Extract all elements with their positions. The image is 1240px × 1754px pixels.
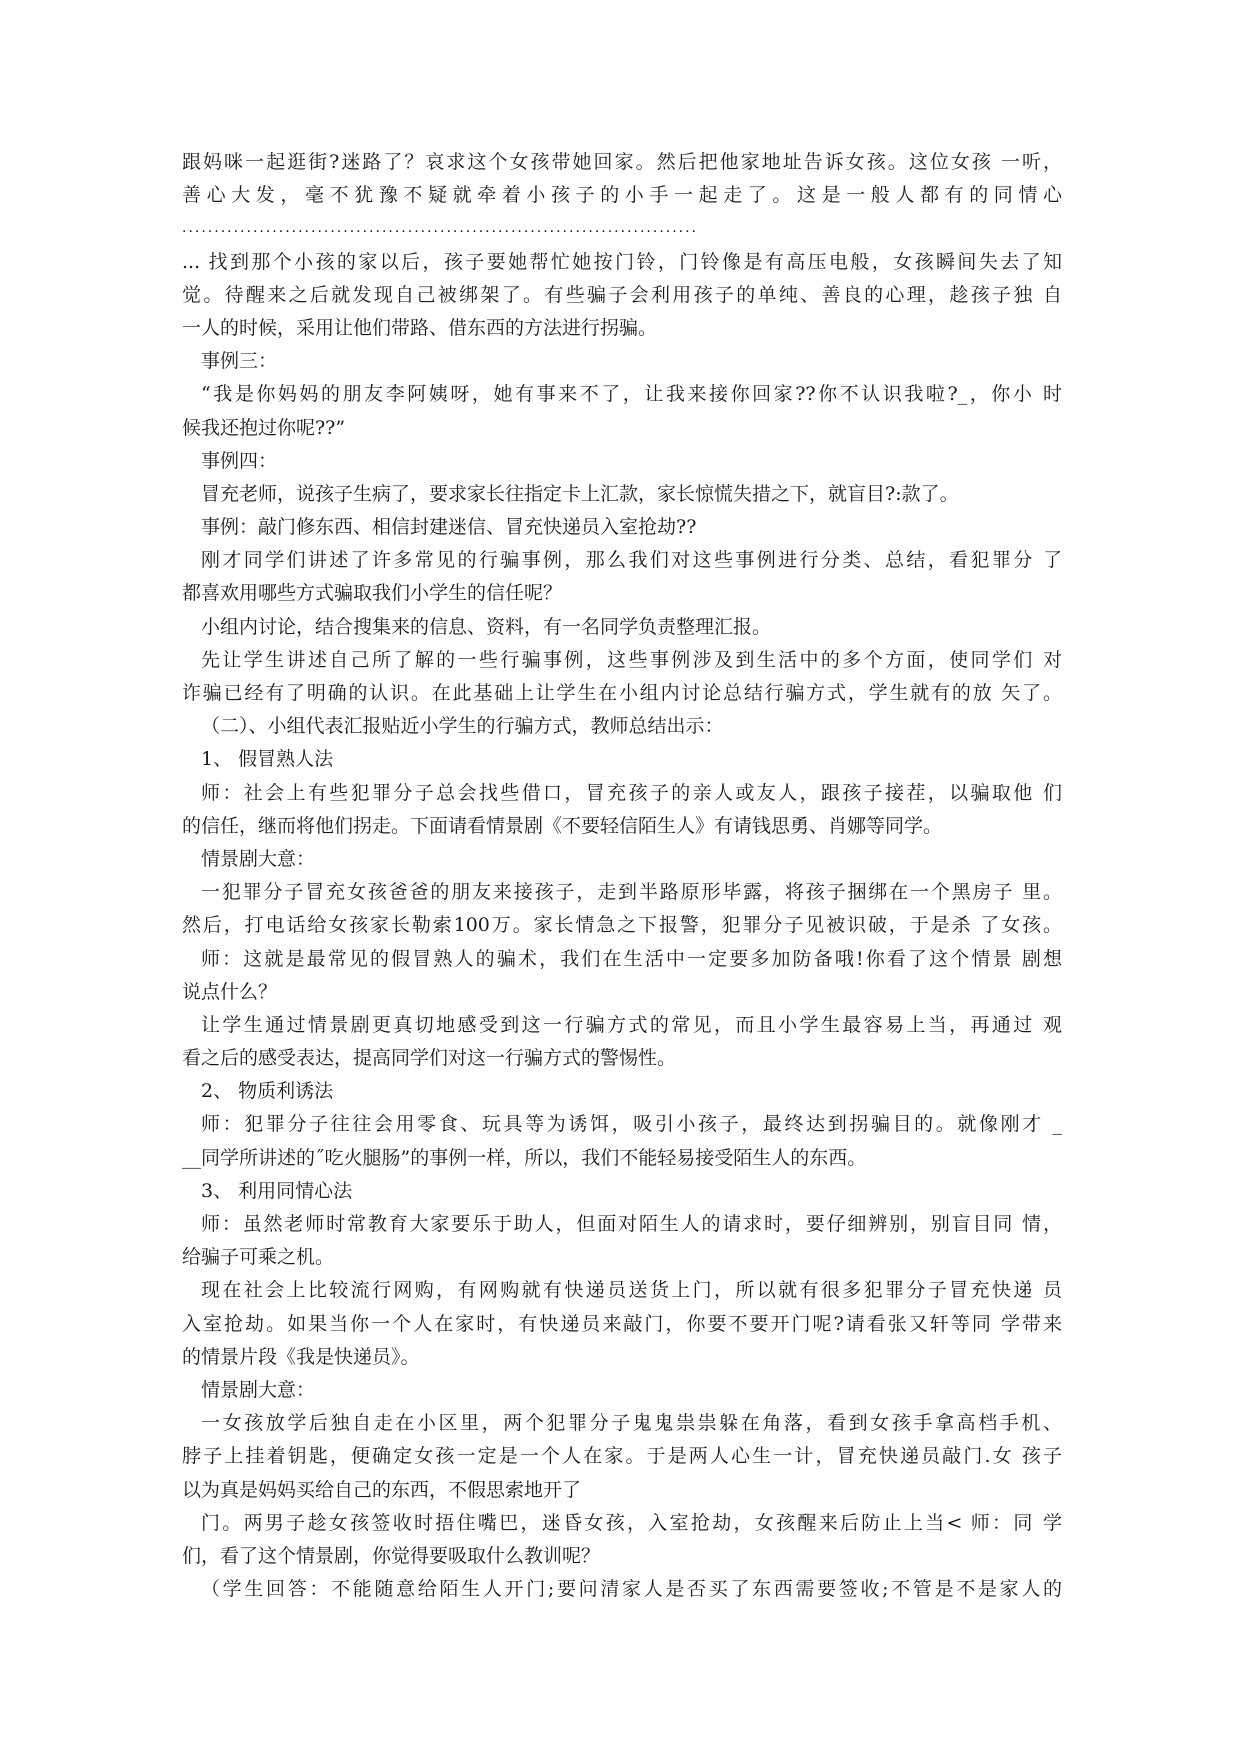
text-line: 事例：敲门修东西、相信封建迷信、冒充快递员入室抢劫??: [201, 516, 697, 539]
text-line: 然后，打电话给女孩家长勒索100万。家长情急之下报警，犯罪分子见被识破，于是杀 了女孩。: [182, 914, 1062, 937]
section-heading: 事例三：: [201, 350, 278, 373]
section-heading: 事例四：: [201, 449, 278, 472]
text-line: 师：虽然老师时常教育大家要乐于助人，但面对陌生人的请求时，要仔细辨别，别盲目同 情，: [201, 1213, 1062, 1235]
text-line: 候我还抱过你呢??”: [182, 416, 346, 439]
text-line: 入室抢劫。如果当你一个人在家时，有快递员来敲门，你要不要开门呢?请看张又轩等同 学带来: [182, 1312, 1062, 1335]
text-line: 师：犯罪分子往往会用零食、玩具等为诱饵，吸引小孩子，最终达到拐骗目的。就像刚才 _: [201, 1113, 1062, 1136]
text-line: 都喜欢用哪些方式骗取我们小学生的信任呢？: [182, 582, 563, 605]
text-line: 一犯罪分子冒充女孩爸爸的朋友来接孩子，走到半路原形毕露，将孩子捆绑在一个黑房子 里。: [201, 881, 1062, 904]
text-line: 脖子上挂着钥匙，便确定女孩一定是一个人在家。于是两人心生一计，冒充快递员敲门.女 孩子: [182, 1445, 1062, 1468]
text-line: 小组内讨论，结合搜集来的信息、资料，有一名同学负责整理汇报。: [201, 615, 772, 638]
list-item-heading: 1、 假冒熟人法: [201, 748, 334, 771]
text-line: ... 找到那个小孩的家以后，孩子要她帮忙她按门铃，门铃像是有高压电般，女孩瞬间失去了知: [182, 250, 1062, 273]
text-line: 让学生通过情景剧更真切地感受到这一行骗方式的常见，而且小学生最容易上当，再通过 观: [201, 1013, 1062, 1036]
text-line: 们，看了这个情景剧，你觉得要吸取什么教训呢？: [182, 1544, 601, 1567]
text-line: “我是你妈妈的朋友李阿姨呀，她有事来不了，让我来接你回家??你不认识我啦?_，你小 时: [201, 383, 1062, 406]
list-item-heading: 2、 物质利诱法: [201, 1080, 334, 1103]
text-line: 一人的时候，采用让他们带路、借东西的方法进行拐骗。: [182, 316, 658, 339]
text-line: 说点什么？: [182, 980, 278, 1003]
ellipsis-line: ................................................................................: [182, 220, 699, 237]
text-line: 觉。待醒来之后就发现自己被绑架了。有些骗子会利用孩子的单纯、善良的心理，趁孩子独 自: [182, 283, 1062, 306]
text-line: 的情景片段《我是快递员》。: [182, 1345, 420, 1368]
text-line: 冒充老师，说孩子生病了，要求家长往指定卡上汇款，家长惊慌失措之下，就盲目?:款了。: [201, 482, 959, 505]
text-line: 先让学生讲述自己所了解的一些行骗事例，这些事例涉及到生活中的多个方面，使同学们 对: [201, 648, 1062, 671]
text-line: 一女孩放学后独自走在小区里，两个犯罪分子鬼鬼祟祟躲在角落，看到女孩手拿高档手机、: [201, 1412, 1062, 1435]
text-line: 善心大发，毫不犹豫不疑就牵着小孩子的小手一起走了。这是一般人都有的同情心: [182, 184, 1062, 207]
text-line: 看之后的感受表达，提高同学们对这一行骗方式的警惕性。: [182, 1047, 677, 1070]
text-line: 师：这就是最常见的假冒熟人的骗术，我们在生活中一定要多加防备哦!你看了这个情景 剧想: [201, 947, 1062, 970]
text-line: 以为真是妈妈买给自己的东西，不假思索地开了: [182, 1478, 582, 1501]
text-line: __同学所讲述的˝吃火腿肠”的事例一样，所以，我们不能轻易接受陌生人的东西。: [182, 1146, 867, 1169]
text-line: 现在社会上比较流行网购，有网购就有快递员送货上门，所以就有很多犯罪分子冒充快递 员: [201, 1279, 1062, 1302]
text-line: 给骗子可乘之机。: [182, 1246, 335, 1269]
text-line: 的信任，继而将他们拐走。下面请看情景剧《不要轻信陌生人》有请钱思勇、肖娜等同学。: [182, 814, 943, 837]
text-line: 刚才同学们讲述了许多常见的行骗事例，那么我们对这些事例进行分类、总结，看犯罪分 了: [201, 549, 1062, 572]
document-page: [182, 146, 1062, 1606]
text-line: 诈骗已经有了明确的认识。在此基础上让学生在小组内讨论总结行骗方式，学生就有的放 矢了。: [182, 682, 1062, 704]
text-line: 门。两男子趁女孩签收时捂住嘴巴，迷昏女孩，入室抢劫，女孩醒来后防止上当< 师：同 学: [201, 1511, 1062, 1534]
list-item-heading: 3、 利用同情心法: [201, 1179, 353, 1202]
text-line: 跟妈咪一起逛街?迷路了？哀求这个女孩带她回家。然后把他家地址告诉女孩。这位女孩 一听，: [182, 151, 1062, 173]
section-heading: （二）、小组代表汇报贴近小学生的行骗方式，教师总结出示：: [201, 715, 724, 738]
text-line: 师：社会上有些犯罪分子总会找些借口，冒充孩子的亲人或友人，跟孩子接茬，以骗取他 们: [201, 781, 1062, 804]
section-heading: 情景剧大意：: [201, 847, 316, 870]
text-line: （学生回答：不能随意给陌生人开门;要问清家人是否买了东西需要签收;不管是不是家人的: [201, 1578, 1062, 1601]
section-heading: 情景剧大意：: [201, 1378, 316, 1401]
